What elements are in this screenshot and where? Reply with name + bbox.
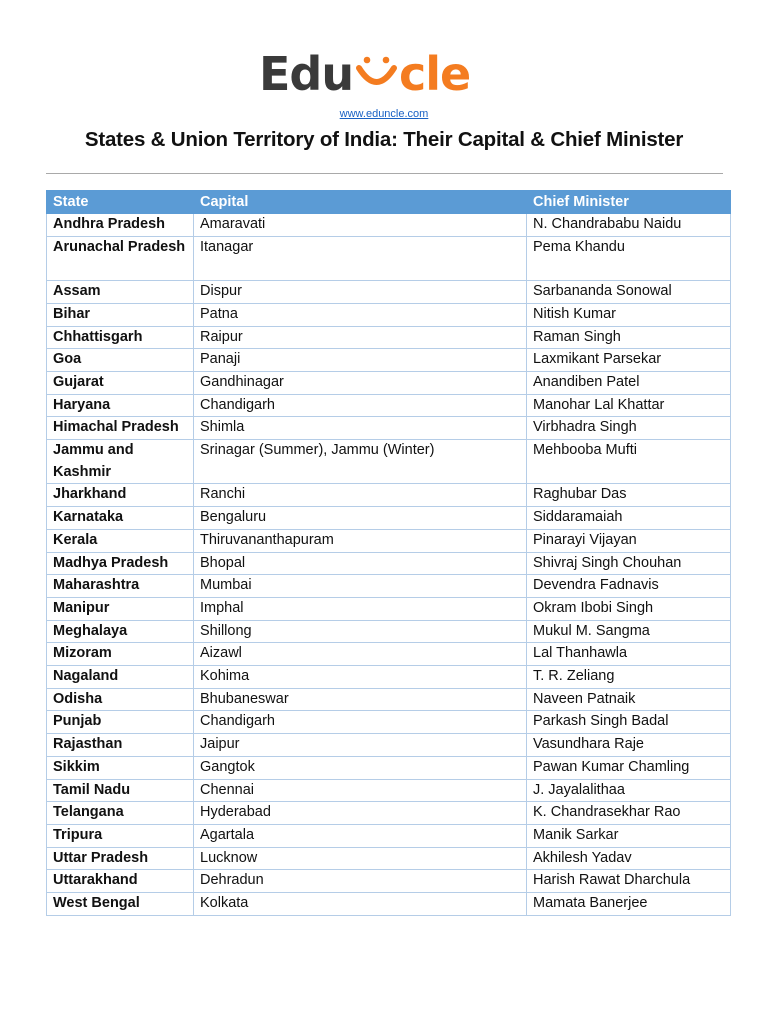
- capital-cell: Gandhinagar: [194, 371, 527, 394]
- capital-cell: Panaji: [194, 349, 527, 372]
- table-header-row: [47, 191, 731, 214]
- table-row: [47, 824, 731, 847]
- state-cell: Mizoram: [47, 643, 194, 666]
- chief-minister-cell: Mukul M. Sangma: [527, 620, 731, 643]
- table-row: [47, 371, 731, 394]
- eduncle-logo-mark: [259, 46, 509, 102]
- table-body: [47, 214, 731, 916]
- table-row: [47, 349, 731, 372]
- state-cell: Nagaland: [47, 666, 194, 689]
- state-cell: Karnataka: [47, 507, 194, 530]
- table-row: [47, 394, 731, 417]
- capital-cell: Chandigarh: [194, 394, 527, 417]
- state-cell: Goa: [47, 349, 194, 372]
- chief-minister-cell: Mehbooba Mufti: [527, 440, 731, 484]
- chief-minister-cell: Virbhadra Singh: [527, 417, 731, 440]
- capital-cell: Raipur: [194, 326, 527, 349]
- chief-minister-cell: Parkash Singh Badal: [527, 711, 731, 734]
- capital-cell: Bhubaneswar: [194, 688, 527, 711]
- table-row: [47, 529, 731, 552]
- capital-cell: Imphal: [194, 597, 527, 620]
- chief-minister-cell: N. Chandrababu Naidu: [527, 214, 731, 237]
- state-cell: West Bengal: [47, 893, 194, 916]
- table-row: [47, 552, 731, 575]
- table-row: [47, 779, 731, 802]
- state-cell: Sikkim: [47, 756, 194, 779]
- chief-minister-cell: Raman Singh: [527, 326, 731, 349]
- state-cell: Gujarat: [47, 371, 194, 394]
- capital-cell: Gangtok: [194, 756, 527, 779]
- state-cell: Tripura: [47, 824, 194, 847]
- chief-minister-cell: Naveen Patnaik: [527, 688, 731, 711]
- state-cell: Rajasthan: [47, 734, 194, 757]
- table-row: [47, 326, 731, 349]
- table-row: [47, 688, 731, 711]
- capital-cell: Dispur: [194, 281, 527, 304]
- chief-minister-cell: Manohar Lal Khattar: [527, 394, 731, 417]
- chief-minister-cell: Okram Ibobi Singh: [527, 597, 731, 620]
- state-cell: Bihar: [47, 303, 194, 326]
- table-row: [47, 214, 731, 237]
- capital-cell: Lucknow: [194, 847, 527, 870]
- state-cell: Arunachal Pradesh: [47, 236, 194, 280]
- table-row: [47, 620, 731, 643]
- table-row: [47, 711, 731, 734]
- capital-cell: Aizawl: [194, 643, 527, 666]
- chief-minister-cell: Mamata Banerjee: [527, 893, 731, 916]
- capital-cell: Thiruvananthapuram: [194, 529, 527, 552]
- capital-cell: Ranchi: [194, 484, 527, 507]
- chief-minister-cell: Pema Khandu: [527, 236, 731, 280]
- state-cell: Jharkhand: [47, 484, 194, 507]
- table-row: [47, 802, 731, 825]
- chief-minister-cell: Harish Rawat Dharchula: [527, 870, 731, 893]
- state-cell: Uttar Pradesh: [47, 847, 194, 870]
- table-row: [47, 847, 731, 870]
- capital-cell: Bhopal: [194, 552, 527, 575]
- column-header-state: State: [47, 191, 194, 214]
- chief-minister-cell: J. Jayalalithaa: [527, 779, 731, 802]
- table-row: [47, 236, 731, 280]
- capital-cell: Chandigarh: [194, 711, 527, 734]
- state-cell: Telangana: [47, 802, 194, 825]
- table-row: [47, 893, 731, 916]
- state-cell: Chhattisgarh: [47, 326, 194, 349]
- capital-cell: Hyderabad: [194, 802, 527, 825]
- chief-minister-cell: Akhilesh Yadav: [527, 847, 731, 870]
- website-link[interactable]: www.eduncle.com: [339, 108, 429, 120]
- state-cell: Andhra Pradesh: [47, 214, 194, 237]
- state-cell: Himachal Pradesh: [47, 417, 194, 440]
- capital-cell: Srinagar (Summer), Jammu (Winter): [194, 440, 527, 484]
- table-row: [47, 281, 731, 304]
- state-cell: Haryana: [47, 394, 194, 417]
- chief-minister-cell: Devendra Fadnavis: [527, 575, 731, 598]
- state-cell: Uttarakhand: [47, 870, 194, 893]
- table-row: [47, 870, 731, 893]
- chief-minister-cell: Vasundhara Raje: [527, 734, 731, 757]
- table-row: [47, 417, 731, 440]
- page-title: States & Union Territory of India: Their Capital & Chief Minister: [84, 128, 684, 151]
- svg-text:cle: cle: [399, 47, 471, 101]
- capital-cell: Shillong: [194, 620, 527, 643]
- state-cell: Punjab: [47, 711, 194, 734]
- capital-cell: Mumbai: [194, 575, 527, 598]
- chief-minister-cell: Laxmikant Parsekar: [527, 349, 731, 372]
- states-table: [46, 190, 731, 916]
- chief-minister-cell: T. R. Zeliang: [527, 666, 731, 689]
- eduncle-logo: [0, 46, 768, 102]
- state-cell: Kerala: [47, 529, 194, 552]
- table-row: [47, 575, 731, 598]
- chief-minister-cell: Siddaramaiah: [527, 507, 731, 530]
- column-header-chief-minister: Chief Minister: [527, 191, 731, 214]
- table-row: [47, 597, 731, 620]
- capital-cell: Itanagar: [194, 236, 527, 280]
- capital-cell: Patna: [194, 303, 527, 326]
- chief-minister-cell: Nitish Kumar: [527, 303, 731, 326]
- chief-minister-cell: Pinarayi Vijayan: [527, 529, 731, 552]
- capital-cell: Agartala: [194, 824, 527, 847]
- chief-minister-cell: Raghubar Das: [527, 484, 731, 507]
- table-row: [47, 734, 731, 757]
- table-row: [47, 440, 731, 484]
- table-row: [47, 484, 731, 507]
- capital-cell: Dehradun: [194, 870, 527, 893]
- capital-cell: Chennai: [194, 779, 527, 802]
- capital-cell: Kolkata: [194, 893, 527, 916]
- title-divider: [46, 173, 723, 174]
- table-row: [47, 666, 731, 689]
- table-row: [47, 643, 731, 666]
- svg-text:Edu: Edu: [259, 47, 354, 101]
- table-row: [47, 756, 731, 779]
- chief-minister-cell: Anandiben Patel: [527, 371, 731, 394]
- table-row: [47, 303, 731, 326]
- state-cell: Madhya Pradesh: [47, 552, 194, 575]
- state-cell: Odisha: [47, 688, 194, 711]
- capital-cell: Jaipur: [194, 734, 527, 757]
- capital-cell: Amaravati: [194, 214, 527, 237]
- state-cell: Manipur: [47, 597, 194, 620]
- chief-minister-cell: Lal Thanhawla: [527, 643, 731, 666]
- capital-cell: Shimla: [194, 417, 527, 440]
- state-cell: Assam: [47, 281, 194, 304]
- capital-cell: Kohima: [194, 666, 527, 689]
- chief-minister-cell: Sarbananda Sonowal: [527, 281, 731, 304]
- state-cell: Meghalaya: [47, 620, 194, 643]
- state-cell: Jammu and Kashmir: [47, 440, 194, 484]
- chief-minister-cell: K. Chandrasekhar Rao: [527, 802, 731, 825]
- capital-cell: Bengaluru: [194, 507, 527, 530]
- chief-minister-cell: Shivraj Singh Chouhan: [527, 552, 731, 575]
- state-cell: Maharashtra: [47, 575, 194, 598]
- state-cell: Tamil Nadu: [47, 779, 194, 802]
- table-row: [47, 507, 731, 530]
- smile-face-icon: [359, 57, 394, 82]
- column-header-capital: Capital: [194, 191, 527, 214]
- chief-minister-cell: Pawan Kumar Chamling: [527, 756, 731, 779]
- chief-minister-cell: Manik Sarkar: [527, 824, 731, 847]
